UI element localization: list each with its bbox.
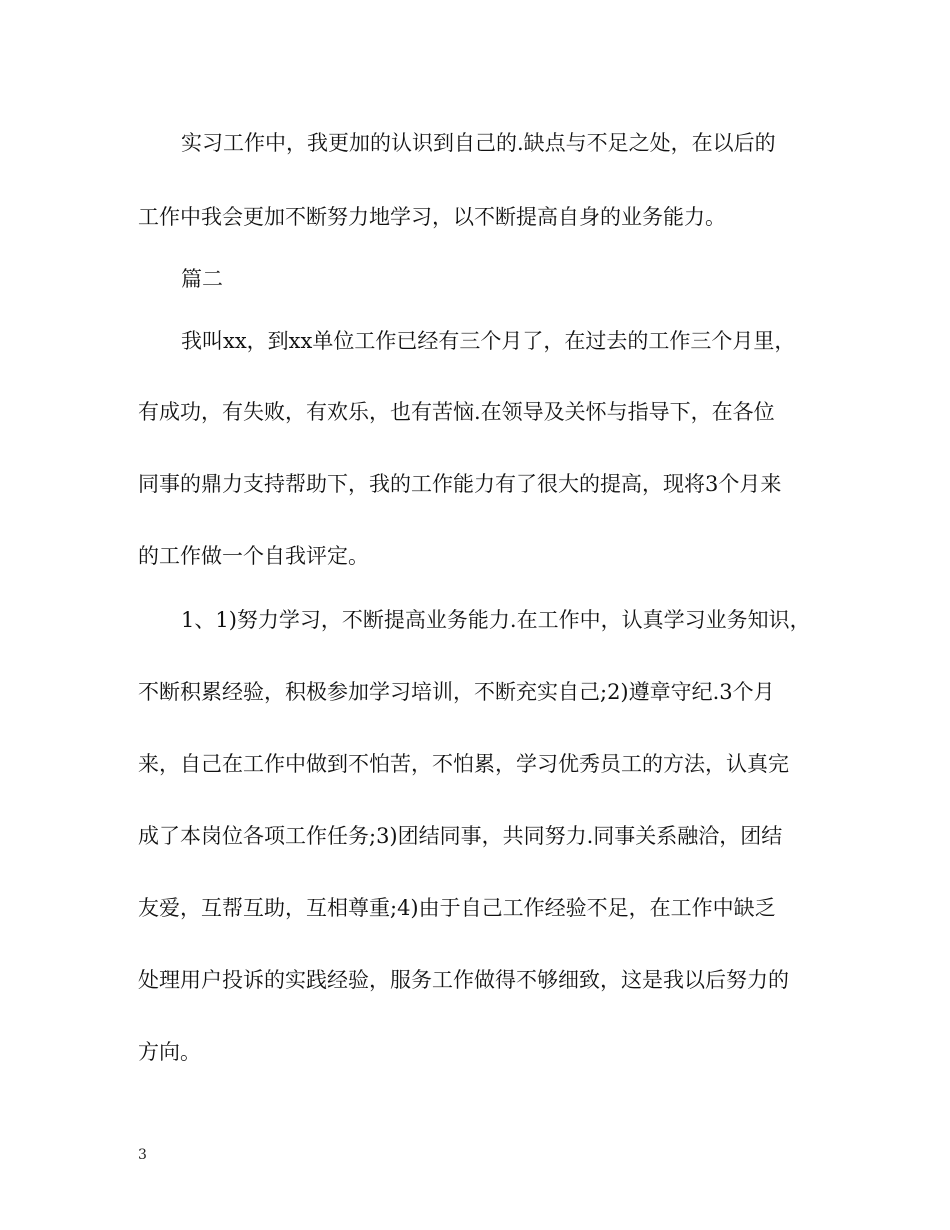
text-line-5: 同事的鼎力支持帮助下，我的工作能力有了很大的提高，现将3个月来: [138, 472, 782, 496]
section-heading: 篇二: [181, 267, 223, 291]
text-line-3: 我叫xx，到xx单位工作已经有三个月了，在过去的工作三个月里，: [181, 329, 796, 353]
text-line-12: 处理用户投诉的实践经验，服务工作做得不够细致，这是我以后努力的: [138, 968, 789, 992]
text-line-11: 友爱，互帮互助，互相尊重;4)由于自己工作经验不足，在工作中缺乏: [138, 896, 776, 920]
text-line-7: 1、1)努力学习，不断提高业务能力.在工作中，认真学习业务知识，: [181, 608, 811, 632]
text-line-2: 工作中我会更加不断努力地学习，以不断提高自身的业务能力。: [138, 205, 726, 229]
text-line-4: 有成功，有失败，有欢乐，也有苦恼.在领导及关怀与指导下，在各位: [138, 400, 775, 424]
text-line-13: 方向。: [138, 1040, 201, 1064]
text-line-8: 不断积累经验，积极参加学习培训，不断充实自己;2)遵章守纪.3个月: [138, 680, 775, 704]
text-line-10: 成了本岗位各项工作任务;3)团结同事，共同努力.同事关系融洽，团结: [138, 824, 783, 848]
text-line-9: 来，自己在工作中做到不怕苦，不怕累，学习优秀员工的方法，认真完: [138, 752, 789, 776]
text-line-1: 实习工作中，我更加的认识到自己的.缺点与不足之处，在以后的: [181, 131, 776, 155]
text-line-6: 的工作做一个自我评定。: [138, 544, 369, 568]
page-number: 3: [138, 1147, 147, 1163]
